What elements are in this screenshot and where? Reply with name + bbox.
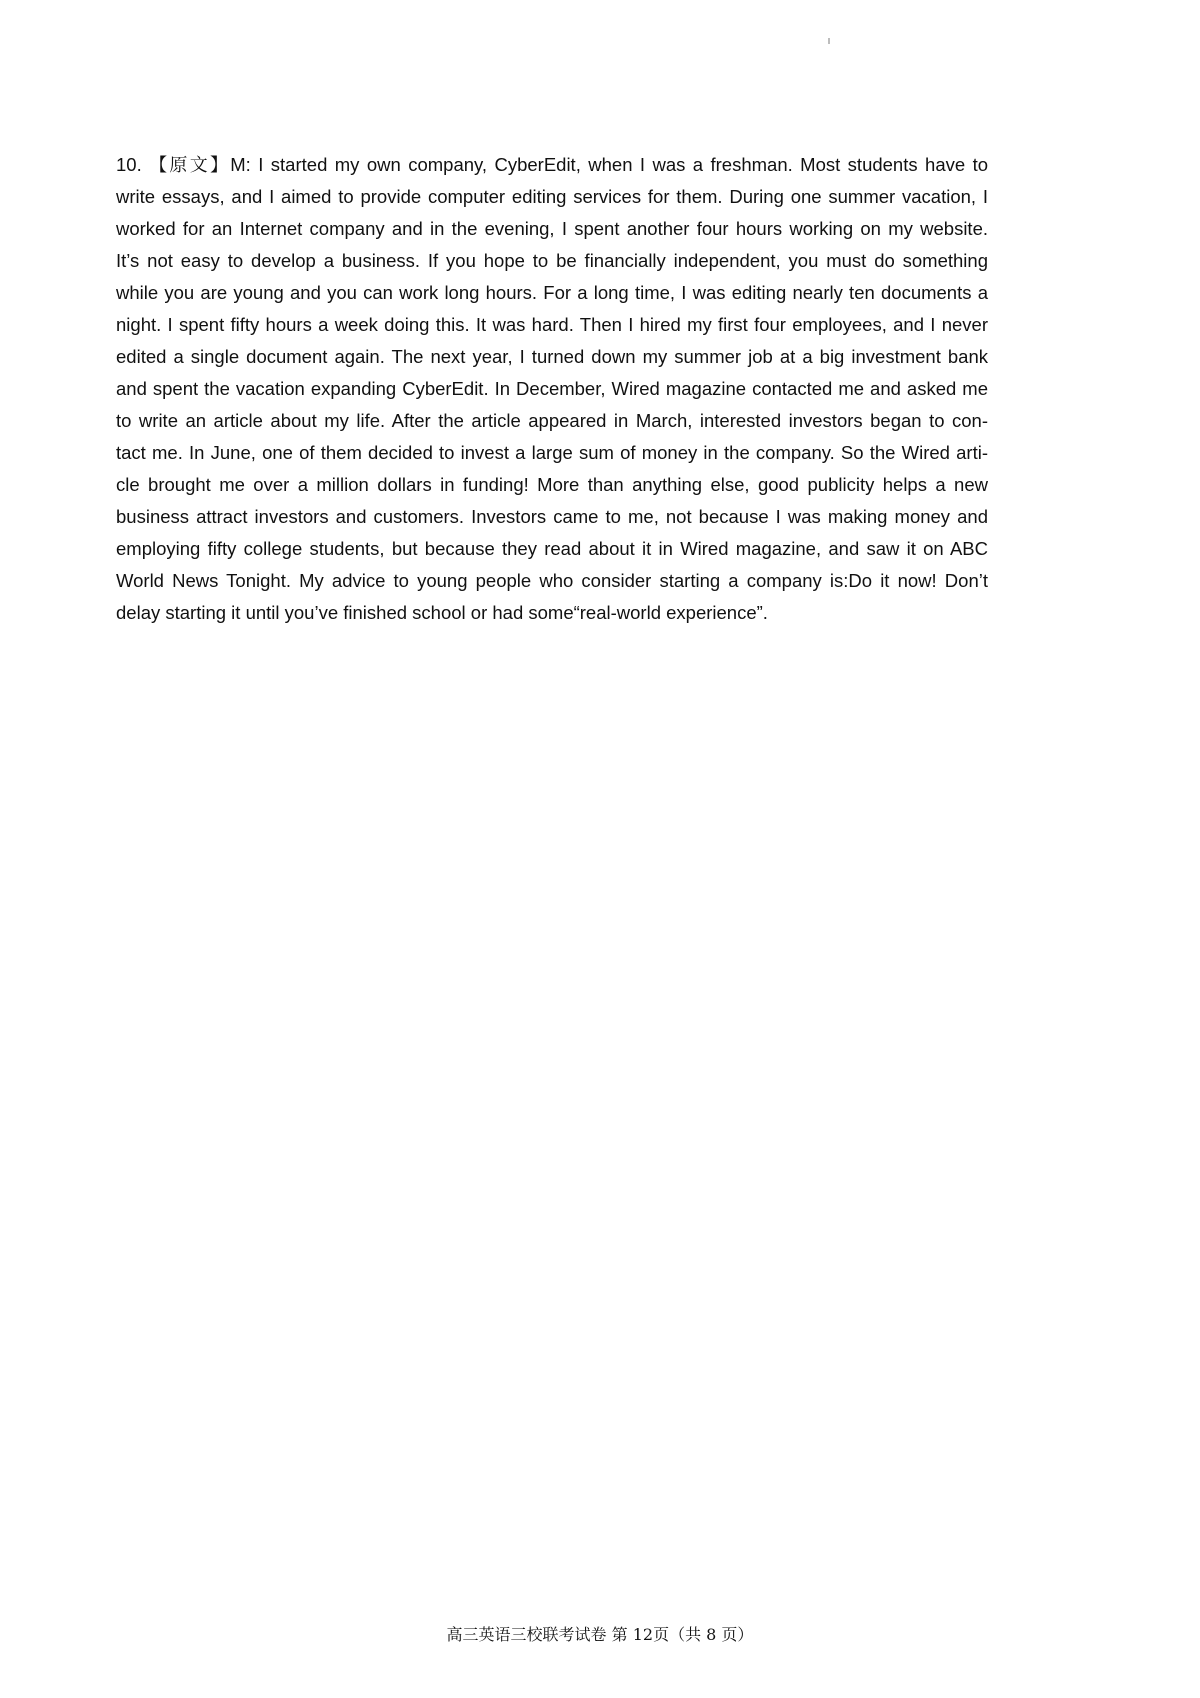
transcript-line-3: worked for an Internet company and in the evening, I spent another four hours working on my website. (116, 218, 988, 239)
transcript-line-5: while you are young and you can work long hours. For a long time, I was editing nearly ten documents a (116, 282, 988, 303)
transcript-line-6: night. I spent fifty hours a week doing this. It was hard. Then I hired my first four employees, and I never (116, 314, 988, 335)
transcript-line-8: and spent the vacation expanding CyberEdit. In December, Wired magazine contacted me and asked me (116, 378, 988, 399)
transcript-line-12: business attract investors and customers. Investors came to me, not because I was making money and (116, 506, 988, 527)
transcript-line-15: delay starting it until you’ve finished school or had some“real-world experience”. (116, 602, 768, 623)
transcript-line-1 (116, 149, 988, 181)
transcript-line-7: edited a single document again. The next year, I turned down my summer job at a big investment bank (116, 346, 988, 367)
source-text-label: 【原文】 (149, 155, 231, 176)
transcript-line-2: write essays, and I aimed to provide computer editing services for them. During one summer vacation, I (116, 186, 988, 207)
transcript-paragraph (116, 149, 988, 629)
scan-mark (828, 38, 830, 44)
question-number: 10. (116, 154, 142, 175)
transcript-line-14: World News Tonight. My advice to young people who consider starting a company is:Do it now! Don’t (116, 570, 988, 591)
transcript-line-13: employing fifty college students, but because they read about it in Wired magazine, and saw it on ABC (116, 538, 988, 559)
page-footer: 高三英语三校联考试卷 第 12页（共 8 页） (446, 1625, 754, 1644)
transcript-line-text: M: I started my own company, CyberEdit, when I was a freshman. Most students have to (230, 154, 988, 175)
transcript-line-4: It’s not easy to develop a business. If you hope to be financially independent, you must do something (116, 250, 988, 271)
transcript-line-11: cle brought me over a million dollars in funding! More than anything else, good publicity helps a new (116, 474, 988, 495)
transcript-line-9: to write an article about my life. After the article appeared in March, interested investors began to con- (116, 410, 988, 431)
transcript-line-10: tact me. In June, one of them decided to invest a large sum of money in the company. So the Wired arti- (116, 442, 988, 463)
